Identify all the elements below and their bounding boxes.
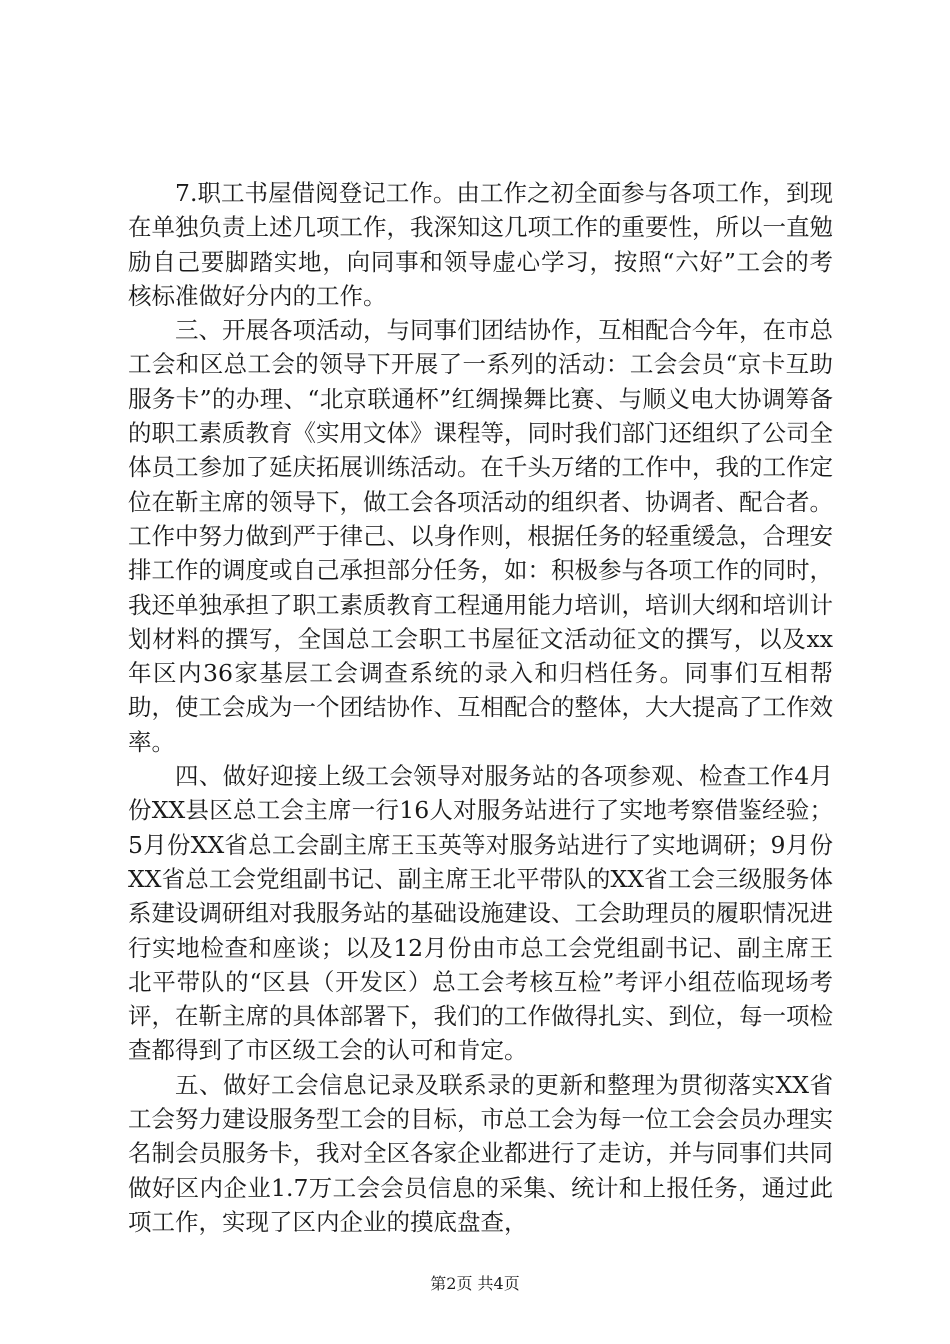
document-body — [128, 176, 833, 1239]
paragraph-inspections: 四、做好迎接上级工会领导对服务站的各项参观、检查工作4月份XX县区总工会主席一行16人对服务站进行了实地考察借鉴经验；5月份XX省总工会副主席王玉英等对服务站进行了实地调研；9月份XX省总工会党组副书记、副主席王北平带队的XX省工会三级服务体系建设调研组对我服务站的基础设施建设、工会助理员的履职情况进行实地检查和座谈；以及12月份由市总工会党组副书记、副主席王北平带队的“区县（开发区）总工会考核互检”考评小组莅临现场考评，在靳主席的具体部署下，我们的工作做得扎实、到位，每一项检查都得到了市区级工会的认可和肯定。 — [128, 762, 833, 1065]
page-number-footer: 第2页 共4页 — [430, 1274, 520, 1293]
paragraph-borrowing-registration: 7.职工书屋借阅登记工作。由工作之初全面参与各项工作，到现在单独负责上述几项工作，我深知这几项工作的重要性，所以一直勉励自己要脚踏实地，向同事和领导虚心学习，按照“六好”工会的考核标准做好分内的工作。 — [128, 179, 833, 310]
paragraph-activities: 三、开展各项活动，与同事们团结协作，互相配合今年，在市总工会和区总工会的领导下开展了一系列的活动：工会会员“京卡互助服务卡”的办理、“北京联通杯”红绸操舞比赛、与顺义电大协调筹备的职工素质教育《实用文体》课程等，同时我们部门还组织了公司全体员工参加了延庆拓展训练活动。在千头万绪的工作中，我的工作定位在靳主席的领导下，做工会各项活动的组织者、协调者、配合者。工作中努力做到严于律己、以身作则，根据任务的轻重缓急，合理安排工作的调度或自己承担部分任务，如：积极参与各项工作的同时，我还单独承担了职工素质教育工程通用能力培训，培训大纲和培训计划材料的撰写，全国总工会职工书屋征文活动征文的撰写，以及xx年区内36家基层工会调查系统的录入和归档任务。同事们互相帮助，使工会成为一个团结协作、互相配合的整体，大大提高了工作效率。 — [128, 316, 833, 756]
paragraph-member-records: 五、做好工会信息记录及联系录的更新和整理为贯彻落实XX省工会努力建设服务型工会的目标，市总工会为每一位工会会员办理实名制会员服务卡，我对全区各家企业都进行了走访，并与同事们共同做好区内企业1.7万工会会员信息的采集、统计和上报任务，通过此项工作，实现了区内企业的摸底盘查， — [128, 1070, 833, 1236]
